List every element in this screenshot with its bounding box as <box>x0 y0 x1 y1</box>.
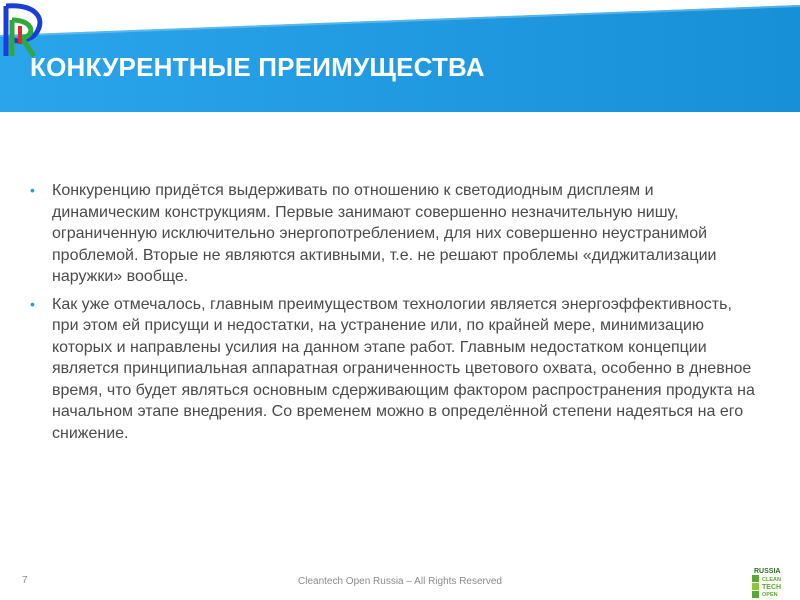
cleantech-logo <box>750 565 794 599</box>
svg-text:OPEN: OPEN <box>762 592 778 598</box>
svg-text:RUSSIA: RUSSIA <box>754 568 781 575</box>
page-title: КОНКУРЕНТНЫЕ ПРЕИМУЩЕСТВА <box>30 52 485 82</box>
bullet-icon: • <box>30 295 35 312</box>
page-number: 7 <box>22 575 28 586</box>
bullet-list <box>30 180 760 450</box>
svg-text:CLEAN: CLEAN <box>762 577 781 583</box>
bullet-text: Как уже отмечалось, главным преимуществом технологии является энергоэффективность, при этом ей присущи и недостатки, на устранение или, по крайней мере, минимизацию которых и направлены усилия на данном этапе работ. Главным недостатком концепции является принципиальная аппаратная ограниченность цветового охвата, особенно в дневное время, что будет являться основным сдерживающим фактором распространения продукта на начальном этапе внедрения. Со временем можно в определённой степени надеяться на его снижение. <box>52 295 755 442</box>
list-item <box>30 180 760 288</box>
bullet-text: Конкуренцию придётся выдерживать по отношению к светодиодным дисплеям и динамическим конструкциям. Первые занимают совершенно незначительную нишу, ограниченную исключительно энергопотреблением, для них совершенно неустранимой проблемой. Вторые не являются активными, т.е. не решают проблемы «диджитализации наружки» вообще. <box>52 182 717 285</box>
company-logo <box>0 0 46 62</box>
svg-text:TECH: TECH <box>762 584 782 591</box>
list-item <box>30 294 760 445</box>
header-banner <box>0 0 800 112</box>
bullet-icon: • <box>30 182 35 198</box>
footer-copyright: Cleantech Open Russia – All Rights Reserved <box>298 576 502 587</box>
